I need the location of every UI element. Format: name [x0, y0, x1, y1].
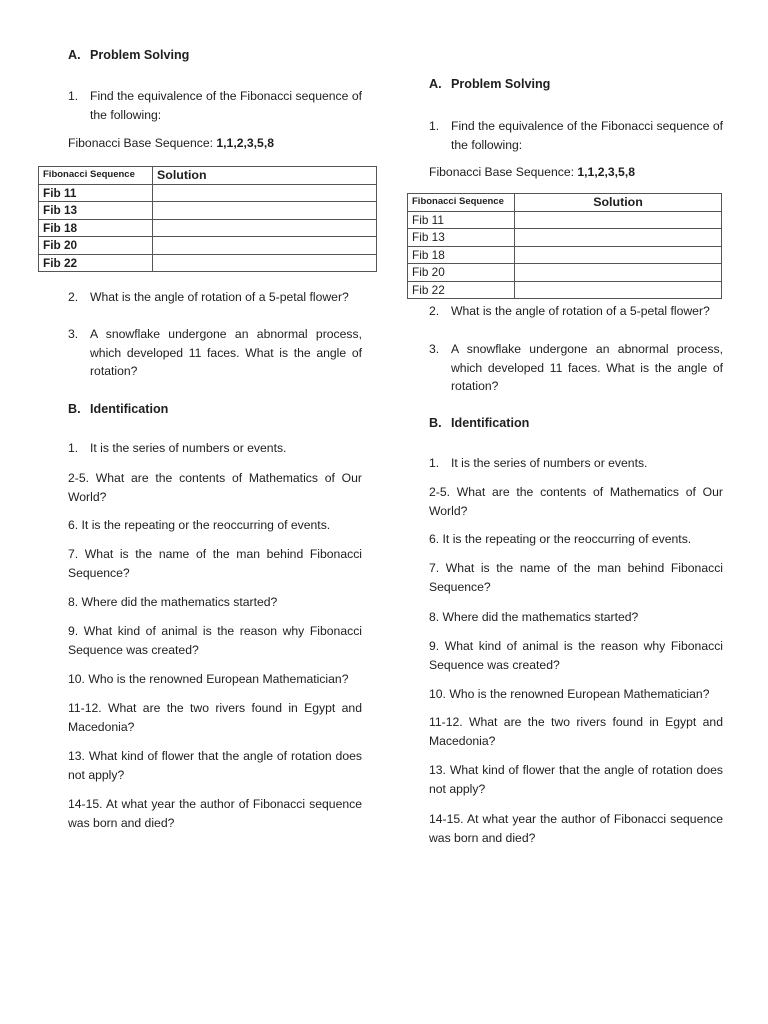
section-b-title: Identification [451, 416, 530, 430]
table-row [408, 264, 722, 282]
identification-item-1 [429, 454, 723, 473]
section-a-heading [68, 48, 189, 62]
table-cell-solution[interactable] [153, 184, 377, 202]
table-cell-solution[interactable] [153, 202, 377, 220]
table-row [408, 211, 722, 229]
table-header-sequence: Fibonacci Sequence [39, 167, 153, 185]
table-row [408, 229, 722, 247]
question-3 [429, 340, 723, 396]
fibonacci-table-left [38, 166, 377, 272]
table-row [39, 254, 377, 272]
question-3-text: A snowflake undergone an abnormal process, which developed 11 faces. What is the angle of rotation? [451, 342, 723, 393]
question-2-text: What is the angle of rotation of a 5-petal flower? [451, 304, 710, 318]
table-cell-sequence: Fib 18 [408, 246, 515, 264]
question-2-number: 2. [68, 290, 79, 304]
section-b-letter: B. [429, 416, 442, 430]
identification-item-1-text: It is the series of numbers or events. [451, 456, 648, 470]
base-sequence-value: 1,1,2,3,5,8 [577, 165, 635, 179]
section-b-title: Identification [90, 402, 169, 416]
identification-item: 10. Who is the renowned European Mathematician? [429, 687, 710, 701]
table-cell-sequence: Fib 11 [39, 184, 153, 202]
identification-item: 9. What kind of animal is the reason why Fibonacci Sequence was created? [68, 624, 362, 657]
table-cell-solution[interactable] [515, 264, 722, 282]
table-row [408, 246, 722, 264]
identification-item: 13. What kind of flower that the angle of rotation does not apply? [429, 763, 723, 796]
section-a-letter: A. [68, 48, 81, 62]
table-row [408, 281, 722, 299]
table-cell-solution[interactable] [153, 254, 377, 272]
table-cell-sequence: Fib 11 [408, 211, 515, 229]
identification-item: 6. It is the repeating or the reoccurring of events. [68, 518, 331, 532]
table-header-solution: Solution [515, 194, 722, 212]
identification-item: 14-15. At what year the author of Fibonacci sequence was born and died? [68, 797, 362, 830]
section-a-title: Problem Solving [451, 77, 551, 91]
table-cell-sequence: Fib 20 [408, 264, 515, 282]
question-3-text: A snowflake undergone an abnormal process, which developed 11 faces. What is the angle of rotation? [90, 327, 362, 378]
identification-item: 6. It is the repeating or the reoccurring of events. [429, 532, 692, 546]
question-1-number: 1. [68, 89, 79, 103]
question-1-text: Find the equivalence of the Fibonacci sequence of the following: [451, 119, 723, 152]
section-a-letter: A. [429, 77, 442, 91]
identification-item: 14-15. At what year the author of Fibonacci sequence was born and died? [429, 812, 723, 845]
table-cell-sequence: Fib 13 [408, 229, 515, 247]
question-1-number: 1. [429, 119, 440, 133]
table-row [39, 219, 377, 237]
section-b-heading [429, 416, 529, 430]
identification-item: 2-5. What are the contents of Mathematics of Our World? [429, 485, 723, 518]
table-cell-solution[interactable] [515, 281, 722, 299]
identification-item: 11-12. What are the two rivers found in Egypt and Macedonia? [429, 715, 723, 748]
table-cell-sequence: Fib 22 [39, 254, 153, 272]
question-3-number: 3. [429, 342, 440, 356]
identification-item: 9. What kind of animal is the reason why Fibonacci Sequence was created? [429, 639, 723, 672]
identification-item-1-number: 1. [68, 441, 79, 455]
table-cell-sequence: Fib 20 [39, 237, 153, 255]
question-2 [429, 302, 723, 321]
table-cell-solution[interactable] [515, 211, 722, 229]
question-2-text: What is the angle of rotation of a 5-petal flower? [90, 290, 349, 304]
table-cell-solution[interactable] [153, 219, 377, 237]
identification-item-1-number: 1. [429, 456, 440, 470]
table-cell-solution[interactable] [153, 237, 377, 255]
base-sequence [68, 136, 274, 150]
section-b-heading [68, 402, 168, 416]
base-sequence [429, 165, 635, 179]
table-header-row [39, 167, 377, 185]
identification-item-1 [68, 439, 362, 458]
question-1 [68, 87, 362, 124]
table-row [39, 202, 377, 220]
base-sequence-label: Fibonacci Base Sequence: [68, 136, 213, 150]
identification-item: 7. What is the name of the man behind Fibonacci Sequence? [68, 547, 362, 580]
base-sequence-label: Fibonacci Base Sequence: [429, 165, 574, 179]
identification-item: 10. Who is the renowned European Mathematician? [68, 672, 349, 686]
question-3 [68, 325, 362, 381]
table-cell-sequence: Fib 18 [39, 219, 153, 237]
identification-item: 8. Where did the mathematics started? [68, 595, 278, 609]
identification-item: 7. What is the name of the man behind Fibonacci Sequence? [429, 561, 723, 594]
question-3-number: 3. [68, 327, 79, 341]
table-row [39, 184, 377, 202]
table-cell-sequence: Fib 13 [39, 202, 153, 220]
identification-item: 11-12. What are the two rivers found in Egypt and Macedonia? [68, 701, 362, 734]
identification-item: 2-5. What are the contents of Mathematics of Our World? [68, 471, 362, 504]
table-header-row [408, 194, 722, 212]
table-header-solution: Solution [153, 167, 377, 185]
identification-item-1-text: It is the series of numbers or events. [90, 441, 287, 455]
identification-item: 8. Where did the mathematics started? [429, 610, 639, 624]
section-a-title: Problem Solving [90, 48, 190, 62]
table-cell-sequence: Fib 22 [408, 281, 515, 299]
table-cell-solution[interactable] [515, 229, 722, 247]
fibonacci-table-right [407, 193, 722, 299]
question-1 [429, 117, 723, 154]
question-2 [68, 288, 362, 307]
question-1-text: Find the equivalence of the Fibonacci sequence of the following: [90, 89, 362, 122]
section-b-letter: B. [68, 402, 81, 416]
table-header-sequence: Fibonacci Sequence [408, 194, 515, 212]
table-row [39, 237, 377, 255]
question-2-number: 2. [429, 304, 440, 318]
identification-item: 13. What kind of flower that the angle of rotation does not apply? [68, 749, 362, 782]
section-a-heading [429, 77, 550, 91]
table-cell-solution[interactable] [515, 246, 722, 264]
base-sequence-value: 1,1,2,3,5,8 [216, 136, 274, 150]
